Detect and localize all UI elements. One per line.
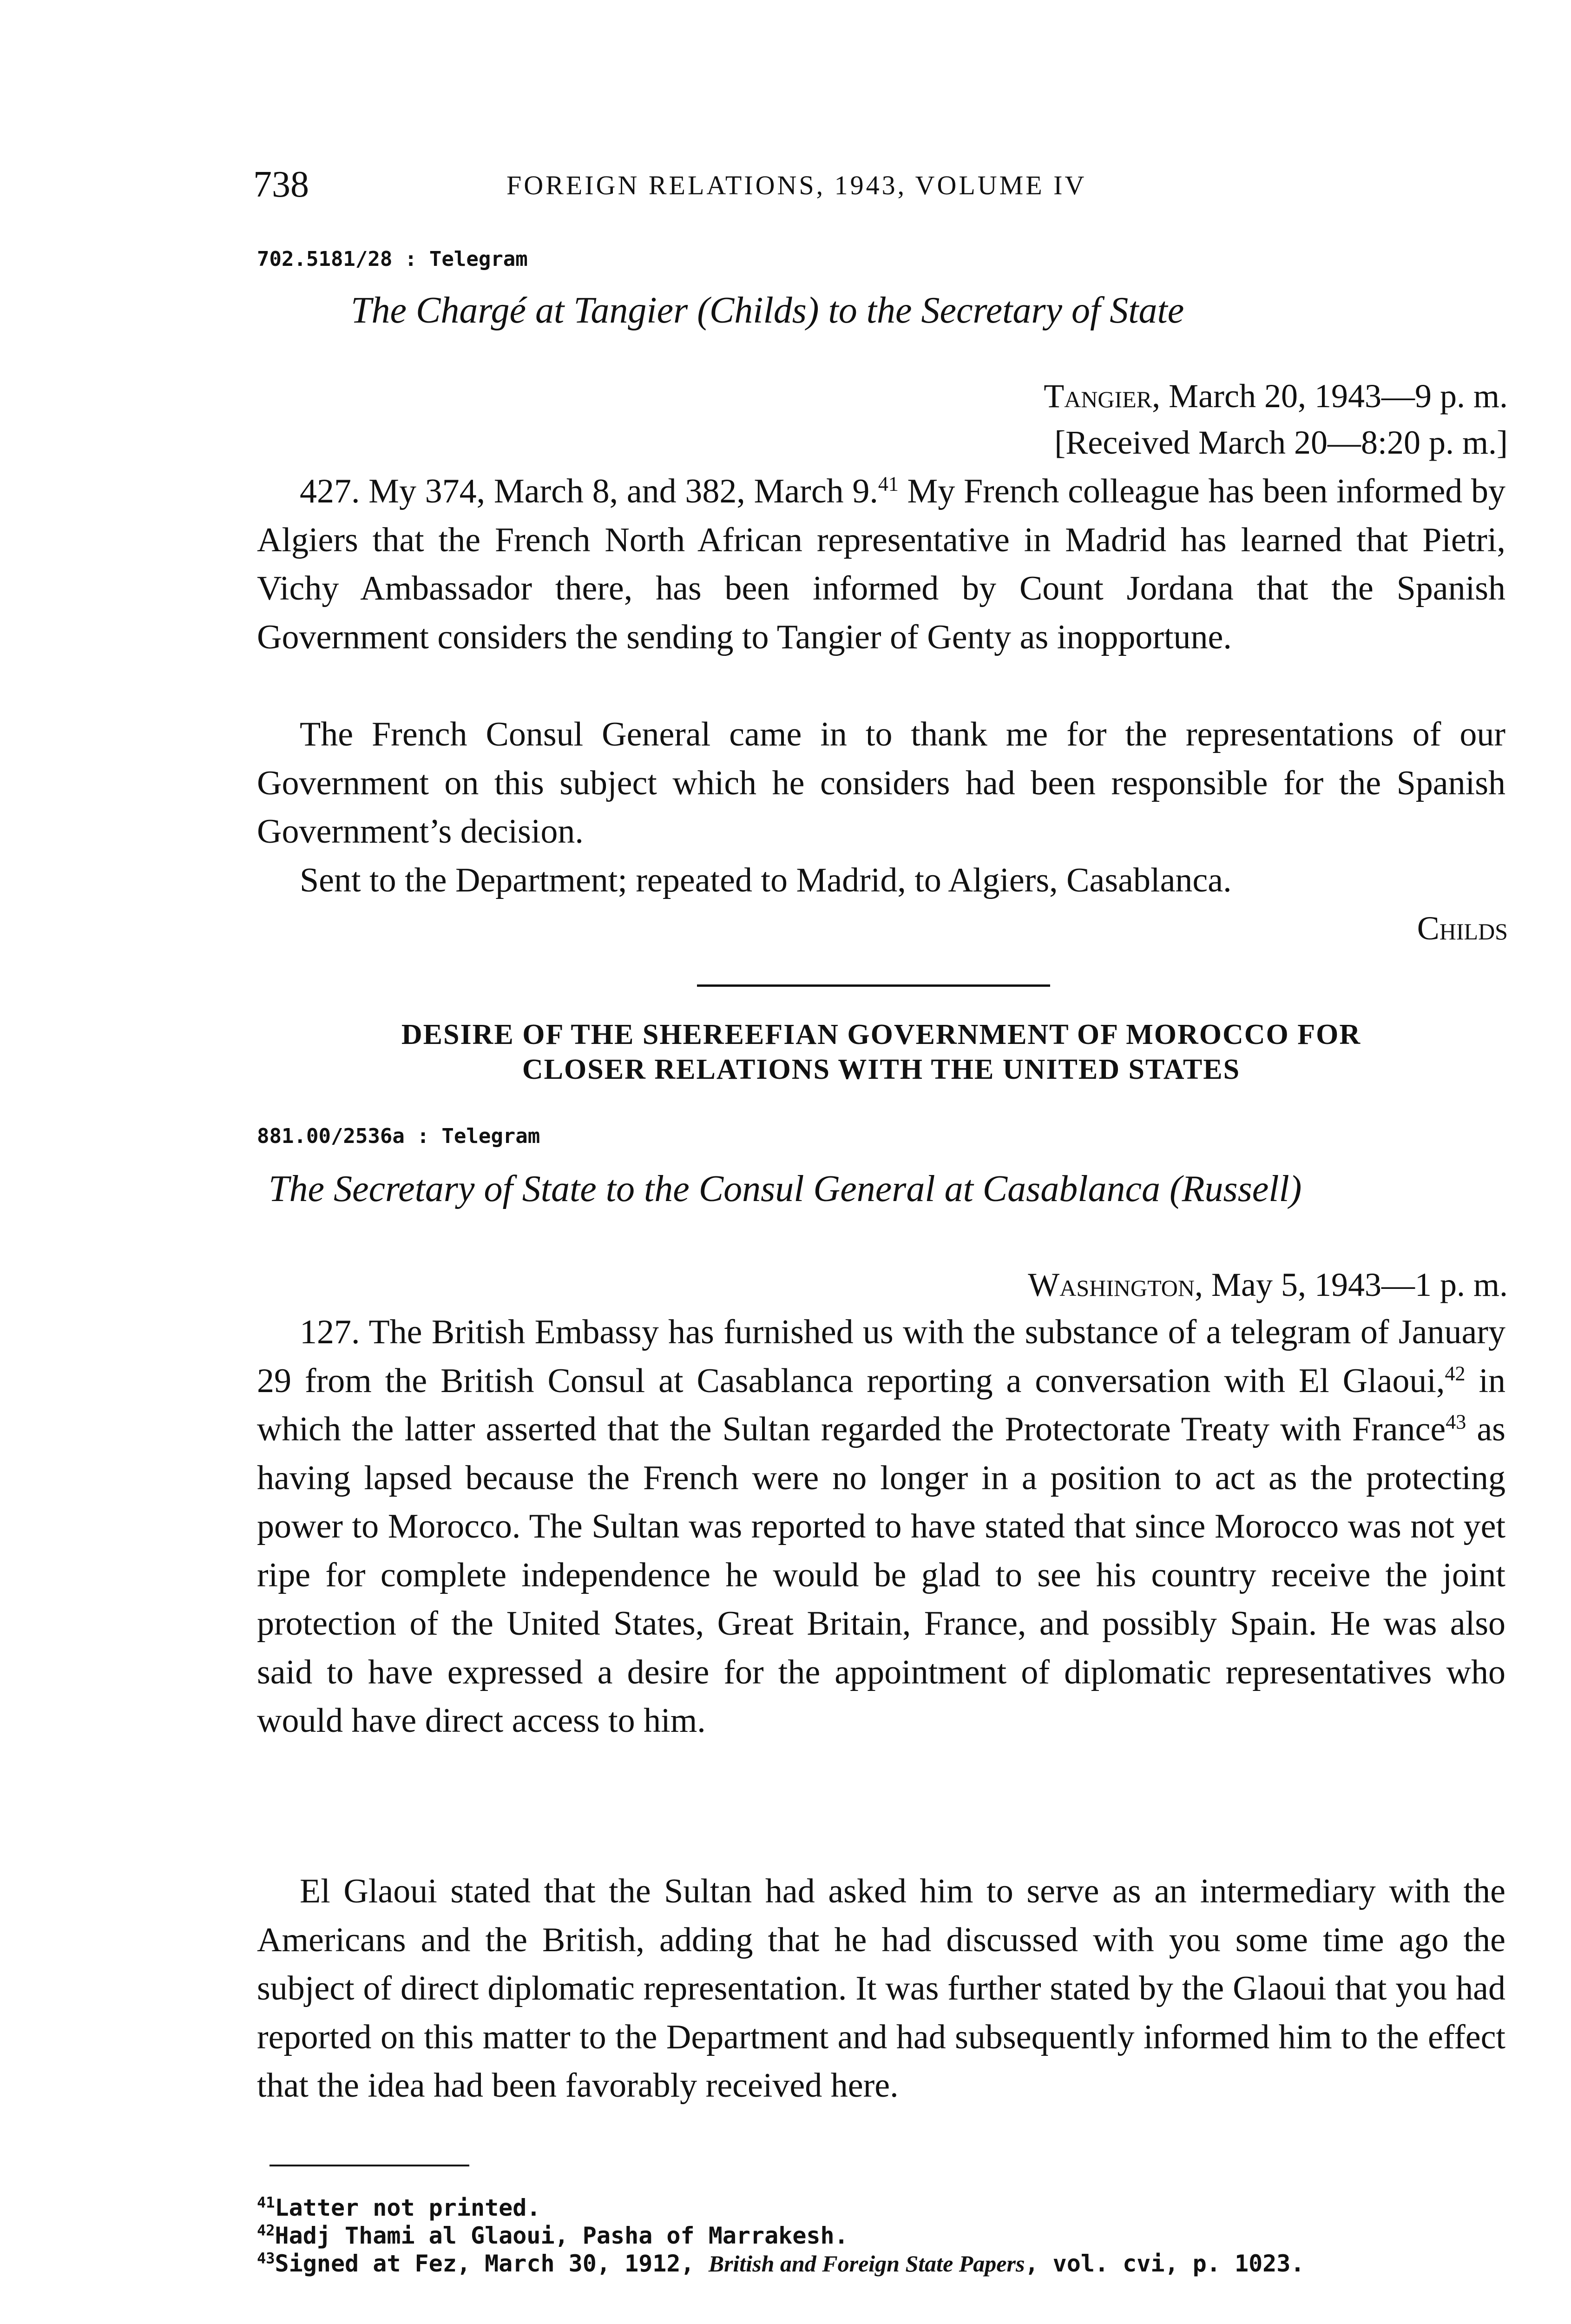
footnote-mark: 43 [257,2249,275,2267]
footnote-text: Signed at Fez, March 30, 1912, [275,2250,709,2277]
paragraph-text: 427. My 374, March 8, and 382, March 9. [300,472,878,510]
footnote-ref: 42 [1445,1361,1466,1385]
document-title: The Chargé at Tangier (Childs) to the Secretary of State [351,290,1184,331]
paragraph-text: The French Consul General came in to thank me for the representations of our Government on this subject which he considers had been responsible for the Spanish Government’s decision. [257,715,1505,851]
document-reference: 702.5181/28 : Telegram [257,247,528,271]
paragraph-text: in which the latter asserted that the Sultan regarded the Protectorate Treaty with France [257,1361,1506,1448]
footnotes [257,2194,1505,2278]
section-heading [257,1018,1505,1051]
footnote [257,2250,1505,2278]
footnote-ref: 43 [1446,1410,1466,1433]
signature: Childs [1417,910,1508,947]
footnote-divider [270,2165,469,2166]
paragraph-text: 127. The British Embassy has furnished us with the substance of a telegram of January 29 from the British Consul at Casablanca reporting a conversation with El Glaoui, [257,1313,1505,1400]
paragraph [257,710,1505,856]
footnote-mark: 42 [257,2221,275,2239]
footnote-text: , vol. cvi, p. 1023. [1025,2250,1305,2277]
footnote-mark: 41 [257,2193,275,2212]
paragraph [257,856,1505,905]
footnote-text: Hadj Thami al Glaoui, Pasha of Marrakesh. [275,2222,848,2249]
paragraph-text: as having lapsed because the French were no longer in a position to act as the protecting power to Morocco. The Sultan was reported to have stated that since Morocco was not yet ripe for complete independence he would be glad to see his country receive the joint protection of the United States, Great Britain, France, and possibly Spain. He was also said to have expressed a desire for the appointment of diplomatic representatives who would have direct access to him. [257,1410,1505,1740]
paragraph [257,1867,1505,2110]
page-number: 738 [253,164,309,205]
paragraph-text: My French colleague has been informed by Algiers that the French North African representative in Madrid has learned that Pietri, Vichy Ambassador there, has been informed by Count Jordana that the Spanish Government considers the sending to Tangier of Genty as inopportune. [257,472,1505,656]
paragraph-text: Sent to the Department; repeated to Madrid, to Algiers, Casablanca. [300,861,1232,899]
dateline-place: Washington, [1028,1266,1203,1303]
dateline-date: May 5, 1943—1 p. m. [1211,1266,1508,1303]
footnote [257,2222,1505,2250]
footnote [257,2194,1505,2222]
dateline [1028,1261,1508,1309]
footnote-italic-title: British and Foreign State Papers [708,2251,1025,2277]
dateline-place: Tangier, [1044,377,1161,415]
dateline-date: March 20, 1943—9 p. m. [1169,377,1508,415]
document-title: The Secretary of State to the Consul General at Casablanca (Russell) [269,1169,1302,1209]
paragraph-text: El Glaoui stated that the Sultan had asked him to serve as an intermediary with the Americans and the British, adding that he had discussed with you some time ago the subject of direct diplomatic representation. It was further stated by the Glaoui that you had reported on this matter to the Department and had subsequently informed him to the effect that the idea had been favorably received here. [257,1872,1505,2105]
section-heading-line: CLOSER RELATIONS WITH THE UNITED STATES [522,1054,1241,1085]
dateline [1044,372,1508,420]
running-head [253,164,1522,205]
section-heading-line: DESIRE OF THE SHEREEFIAN GOVERNMENT OF MOROCCO FOR [401,1019,1361,1050]
paragraph [257,467,1505,661]
document-reference: 881.00/2536a : Telegram [257,1124,540,1148]
section-heading [257,1053,1505,1086]
running-title: FOREIGN RELATIONS, 1943, VOLUME IV [506,170,1087,200]
footnote-text: Latter not printed. [275,2194,541,2221]
footnote-ref: 41 [878,472,899,495]
section-divider [697,984,1050,987]
paragraph [257,1308,1505,1745]
received-line: [Received March 20—8:20 p. m.] [1054,424,1508,461]
